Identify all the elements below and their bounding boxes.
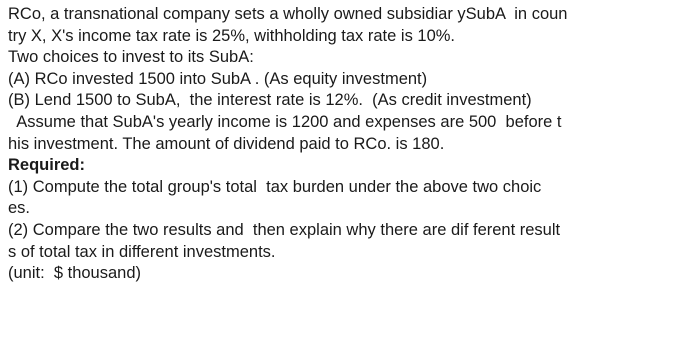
text-line-intro-1: RCo, a transnational company sets a wholly owned subsidiar ySubA in coun — [8, 5, 568, 23]
text-line-choice-a: (A) RCo invested 1500 into SubA . (As equity investment) — [8, 69, 428, 88]
text-line-question-1b: es. — [8, 199, 31, 218]
text-line-question-1a: (1) Compute the total group's total tax burden under the above two choic — [8, 177, 542, 196]
text-line-assumption-2: his investment. The amount of dividend paid to RCo. is 180. — [8, 134, 445, 153]
text-line-question-2b: s of total tax in different investments. — [8, 242, 276, 261]
required-heading: Required: — [8, 156, 86, 175]
text-line-unit: (unit: $ thousand) — [8, 264, 141, 283]
text-line-intro-2: try X, X's income tax rate is 25%, withholding tax rate is 10%. — [8, 26, 456, 45]
text-line-choice-b: (B) Lend 1500 to SubA, the interest rate is 12%. (As credit investment) — [8, 91, 532, 110]
text-line-question-2a: (2) Compare the two results and then explain why there are dif ferent result — [8, 220, 561, 239]
text-line-choices-heading: Two choices to invest to its SubA: — [8, 48, 254, 67]
text-line-assumption-1: Assume that SubA's yearly income is 1200 and expenses are 500 before t — [8, 112, 562, 131]
